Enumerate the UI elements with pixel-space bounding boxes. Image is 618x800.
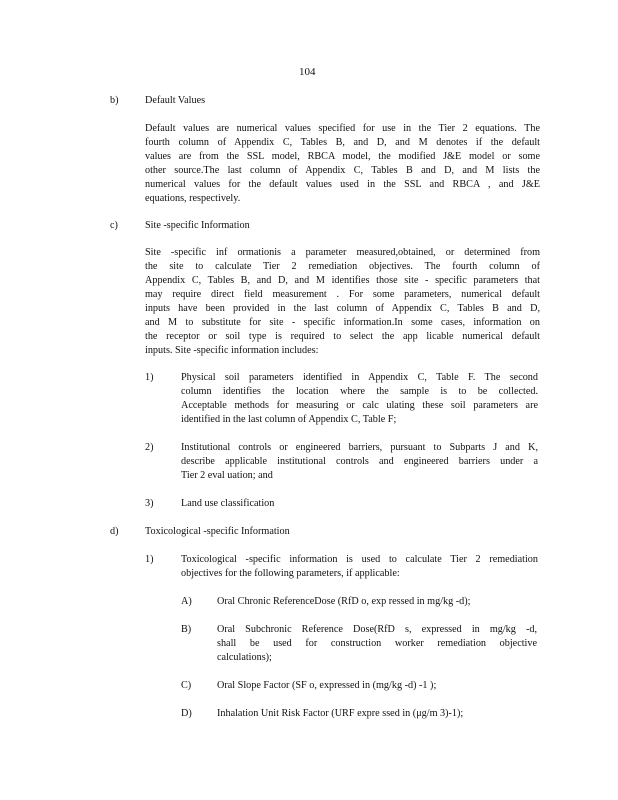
paragraph-line: Site -specific inf ormationis a parameter measured,obtained, or determined from <box>145 247 540 258</box>
paragraph-line: other source.The last column of Appendix C, Tables B and D, and M lists the <box>145 165 540 176</box>
list-item-line: Acceptable methods for measuring or calc ulating these soil parameters are <box>181 400 538 411</box>
sub-item-letter: A) <box>181 596 192 607</box>
paragraph-line: inputs have been provided in the last column of Appendix C, Tables B and D, <box>145 303 540 314</box>
list-item-line: Physical soil parameters identified in Appendix C, Table F. The second <box>181 372 538 383</box>
section-b-title: Default Values <box>145 95 206 106</box>
sub-item-letter: C) <box>181 680 192 691</box>
list-item <box>181 553 538 581</box>
paragraph-line: the site to calculate Tier 2 remediation objectives. The fourth column of <box>145 261 540 272</box>
list-item-line: Institutional controls or engineered barriers, pursuant to Subparts J and K, <box>181 442 538 453</box>
list-item-number: 2) <box>145 442 154 453</box>
paragraph-line: may require direct field measurement . For some parameters, numerical default <box>145 289 540 300</box>
paragraph-line: equations, respectively. <box>145 193 241 204</box>
paragraph-line: Appendix C, Tables B, and D, and M identifies those site - specific parameters that <box>145 275 540 286</box>
paragraph-line: numerical values for the default values used in the SSL and RBCA , and J&E <box>145 179 540 190</box>
sub-item-line: Oral Chronic ReferenceDose (RfD o, exp ressed in mg/kg -d); <box>217 596 471 607</box>
list-item-line: objectives for the following parameters, if applicable: <box>181 568 400 579</box>
paragraph-line: values are from the SSL model, RBCA model, the modified J&E model or some <box>145 151 540 162</box>
sub-item-line: shall be used for construction worker remediation objective <box>217 638 537 649</box>
sub-item-line: Inhalation Unit Risk Factor (URF expre ssed in (μg/m 3)-1); <box>217 708 464 719</box>
paragraph-line: Default values are numerical values specified for use in the Tier 2 equations. The <box>145 123 540 134</box>
list-item-line: describe applicable institutional controls and engineered barriers under a <box>181 456 538 467</box>
list-item-number: 1) <box>145 372 154 383</box>
list-item-line: column identifies the location where the sample is to be collected. <box>181 386 538 397</box>
section-c-title: Site -specific Information <box>145 220 250 231</box>
section-b-label: b) <box>110 95 119 106</box>
list-item-line: Land use classification <box>181 498 275 509</box>
paragraph-line: the receptor or soil type is required to select the app licable numerical default <box>145 331 540 342</box>
section-c-paragraph <box>145 246 540 358</box>
list-item-line: Toxicological -specific information is used to calculate Tier 2 remediation <box>181 554 538 565</box>
paragraph-line: inputs. Site -specific information includes: <box>145 345 319 356</box>
sub-item-letter: B) <box>181 624 192 635</box>
list-item-number: 3) <box>145 498 154 509</box>
sub-item-line: calculations); <box>217 652 272 663</box>
sub-item-line: Oral Slope Factor (SF o, expressed in (mg/kg -d) -1 ); <box>217 680 437 691</box>
list-item-line: Tier 2 eval uation; and <box>181 470 273 481</box>
paragraph-line: fourth column of Appendix C, Tables B, and D, and M denotes if the default <box>145 137 540 148</box>
list-item <box>181 371 538 427</box>
sub-item <box>217 623 537 665</box>
list-item-line: identified in the last column of Appendix C, Table F; <box>181 414 397 425</box>
section-c-label: c) <box>110 220 118 231</box>
list-item-number: 1) <box>145 554 154 565</box>
section-d-label: d) <box>110 526 119 537</box>
section-d-title: Toxicological -specific Information <box>145 526 290 537</box>
sub-item-letter: D) <box>181 708 192 719</box>
list-item <box>181 441 538 483</box>
section-b-paragraph <box>145 122 540 206</box>
page-number: 104 <box>299 66 316 78</box>
sub-item-line: Oral Subchronic Reference Dose(RfD s, expressed in mg/kg -d, <box>217 624 537 635</box>
paragraph-line: and M to substitute for site - specific information.In some cases, information on <box>145 317 540 328</box>
